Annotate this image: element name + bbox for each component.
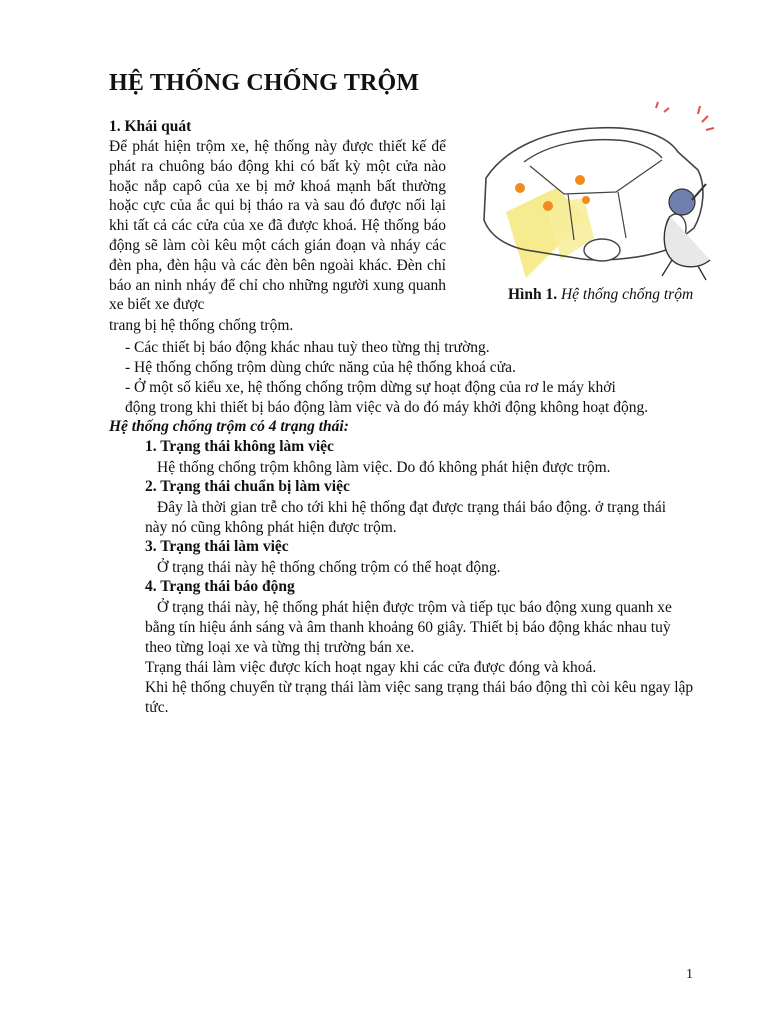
state-extra-text: Khi hệ thống chuyển từ trạng thái làm việc sang trạng thái báo động thì còi kêu ngay lập tức.: [145, 679, 694, 716]
intro-paragraph-tail: trang bị hệ thống chống trộm.: [109, 317, 294, 334]
bullet-item-continued: động trong khi thiết bị báo động làm việc và do đó máy khởi động không hoạt động.: [125, 399, 649, 416]
state-text: Hệ thống chống trộm không làm việc. Do đó không phát hiện được trộm.: [157, 459, 611, 476]
state-extra-text: Trạng thái làm việc được kích hoạt ngay khi các cửa được đóng và khoá.: [145, 659, 597, 676]
state-heading: 1. Trạng thái không làm việc: [145, 438, 334, 455]
figure-caption: [508, 286, 693, 304]
state-text: Ở trạng thái này, hệ thống phát hiện được trộm và tiếp tục báo động xung quanh xe bằng tín hiệu ánh sáng và âm thanh khoảng 60 giây. Thiết bị báo động khác nhau tuỳ theo từng loại xe và từng thị trường bán xe.: [145, 599, 672, 656]
intro-paragraph: Để phát hiện trộm xe, hệ thống này được thiết kế để phát ra chuông báo động khi có bất kỳ một cửa nào hoặc nắp capô của xe bị mở khoá mạnh bất thường hoặc cực của ắc qui bị tháo ra và sau đó được nối lại khi tất cả các cửa của xe đã được khoá. Hệ thống báo động sẽ làm còi kêu một cách gián đoạn và nháy các đèn pha, đèn hậu và các đèn bên ngoài khác. Đèn chỉ báo an ninh nháy để chỉ cho những người xung quanh xe biết xe được: [109, 138, 446, 314]
bullet-item: - Hệ thống chống trộm dùng chức năng của hệ thống khoá cửa.: [125, 359, 516, 376]
page-number: 1: [686, 967, 693, 982]
figure-caption-text: Hệ thống chống trộm: [560, 286, 694, 303]
state-text: Đây là thời gian trễ cho tới khi hệ thống đạt được trạng thái báo động. ở trạng thái này nó cũng không phát hiện được trộm.: [145, 499, 667, 536]
figure-caption-label: Hình 1.: [508, 286, 558, 303]
bullet-item: - Ở một số kiểu xe, hệ thống chống trộm dừng sự hoạt động của rơ le máy khởi: [125, 379, 616, 396]
states-intro: Hệ thống chống trộm có 4 trạng thái:: [109, 418, 349, 435]
bullet-item: - Các thiết bị báo động khác nhau tuỳ theo từng thị trường.: [125, 339, 490, 356]
state-heading: 3. Trạng thái làm việc: [145, 538, 289, 555]
state-text: Ở trạng thái này hệ thống chống trộm có thể hoạt động.: [157, 559, 501, 576]
section-heading: 1. Khái quát: [109, 118, 192, 135]
car-alarm-illustration: [466, 100, 718, 282]
page-title: HỆ THỐNG CHỐNG TRỘM: [109, 70, 420, 96]
state-heading: 2. Trạng thái chuẩn bị làm việc: [145, 478, 350, 495]
state-heading: 4. Trạng thái báo động: [145, 578, 295, 595]
